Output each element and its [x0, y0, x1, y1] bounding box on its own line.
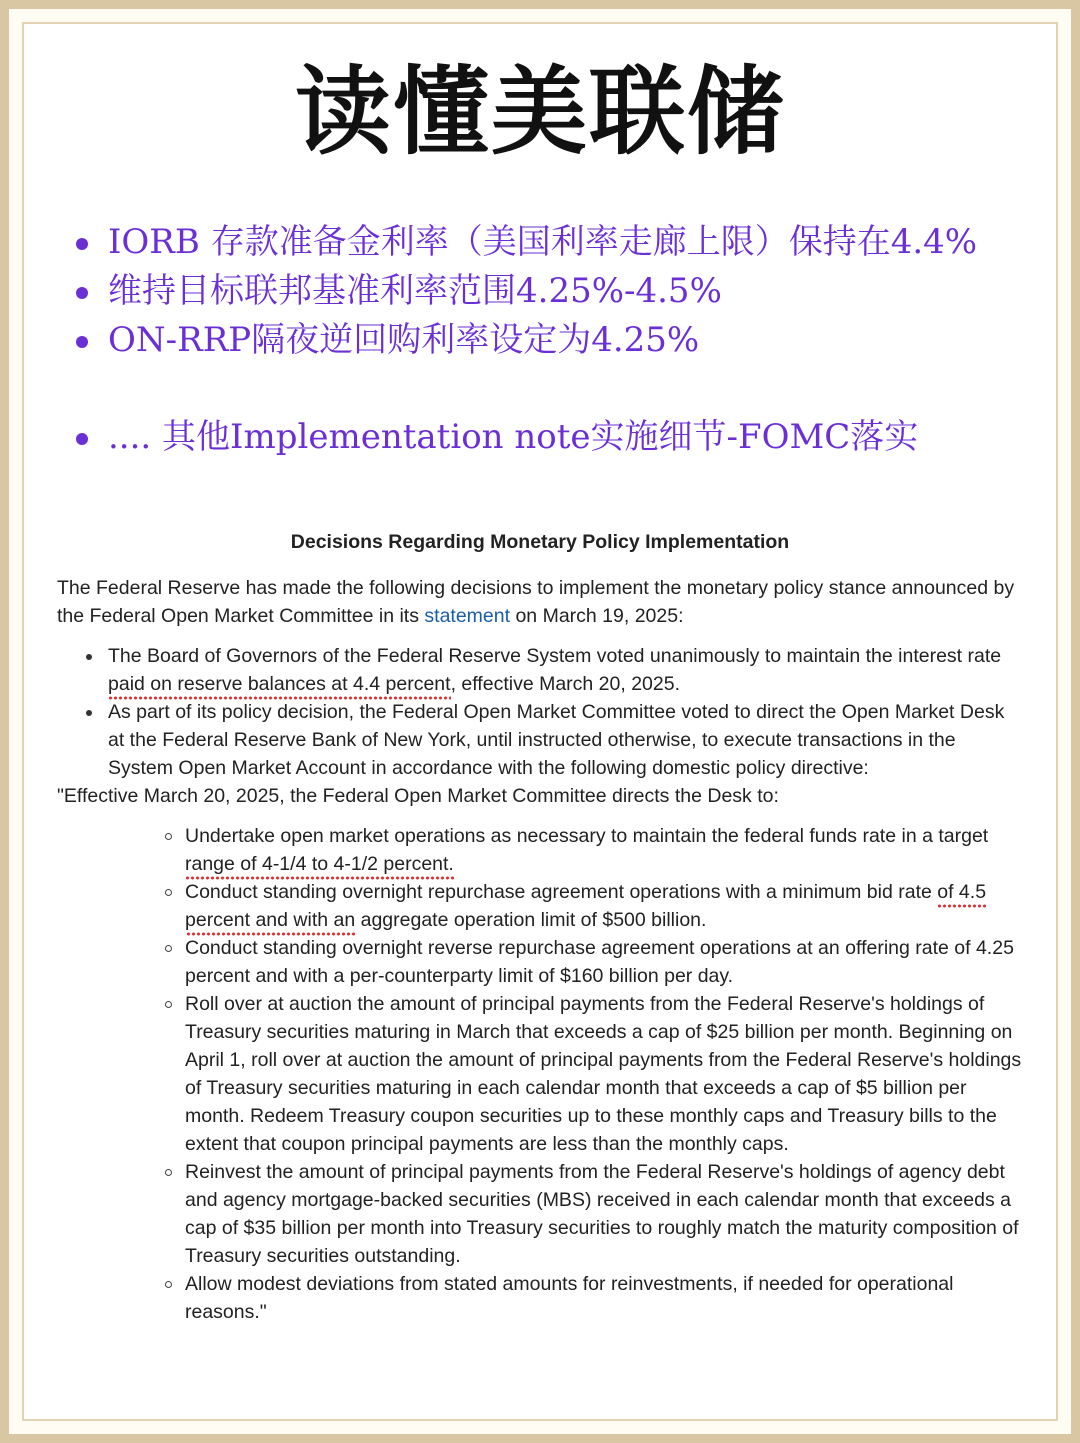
summary-item-on-rrp: ON-RRP隔夜逆回购利率设定为4.25%: [72, 316, 1022, 365]
intro-paragraph: [57, 574, 1023, 630]
summary-item-target-range: 维持目标联邦基准利率范围4.25%-4.5%: [72, 267, 1022, 316]
directive-item-reverse-repo: Conduct standing overnight reverse repurchase agreement operations at an offering rate of 4.25 percent and with a per-counterparty limit of $160 billion per day.: [185, 934, 1023, 990]
decision-item-iorb: [108, 642, 1023, 698]
directive-item-treasury-rollover: Roll over at auction the amount of principal payments from the Federal Reserve's holdings of Treasury securities maturing in March that exceeds a cap of $25 billion per month. Beginning on April 1, roll over at auction the amount of principal payments from the Federal Reserve's holdings of Treasury securities maturing in each calendar month that exceeds a cap of $5 billion per month. Redeem Treasury coupon securities up to these monthly caps and Treasury bills to the extent that coupon principal payments are less than the monthly caps.: [185, 990, 1023, 1158]
directive-item-repo: [185, 878, 1023, 934]
intro-text: The Federal Reserve has made the following decisions to implement the monetary policy stance announced by the Federal Open Market Committee in its: [57, 577, 1015, 627]
directive-text: Undertake open market operations as necessary to maintain the federal funds rate in a target: [185, 825, 989, 847]
directive-intro: "Effective March 20, 2025, the Federal Open Market Committee directs the Desk to:: [57, 785, 779, 807]
directive-item-fed-funds: [185, 822, 1023, 878]
highlight-target-range: range of 4-1/4 to 4-1/2 percent.: [185, 853, 454, 880]
page-title: 读懂美联储: [295, 55, 785, 168]
directive-list: [57, 822, 1023, 1326]
decision-text: The Board of Governors of the Federal Reserve System voted unanimously to maintain the interest rate: [108, 645, 1002, 667]
directive-text-end: aggregate operation limit of $500 billion.: [355, 909, 707, 931]
intro-date-text: on March 19, 2025:: [510, 605, 684, 627]
summary-item-other: .... 其他Implementation note实施细节-FOMC落实: [72, 413, 1022, 462]
directive-text: Conduct standing overnight repurchase agreement operations with a minimum bid rate: [185, 881, 938, 903]
directive-item-deviations: Allow modest deviations from stated amounts for reinvestments, if needed for operational reasons.": [185, 1270, 1023, 1326]
directive-item-mbs-reinvest: Reinvest the amount of principal payments from the Federal Reserve's holdings of agency debt and agency mortgage-backed securities (MBS) received in each calendar month that exceeds a cap of $35 billion per month into Treasury securities to roughly match the maturity composition of Treasury securities outstanding.: [185, 1158, 1023, 1270]
decision-list: [57, 642, 1023, 782]
statement-link[interactable]: statement: [424, 605, 511, 627]
highlight-iorb: paid on reserve balances at 4.4 percent: [108, 673, 451, 700]
highlight-min-bid-rate: of 4.5 percent and with an: [185, 881, 986, 936]
policy-document: [57, 528, 1023, 1326]
summary-item-iorb: IORB 存款准备金利率（美国利率走廊上限）保持在4.4%: [72, 218, 1022, 267]
summary-list: [72, 218, 1022, 462]
document-heading: Decisions Regarding Monetary Policy Implementation: [290, 531, 790, 553]
decision-text-end: , effective March 20, 2025.: [450, 673, 681, 695]
decision-item-fomc: As part of its policy decision, the Federal Open Market Committee voted to direct the Open Market Desk at the Federal Reserve Bank of New York, until instructed otherwise, to execute transactions in the System Open Market Account in accordance with the following domestic policy directive:: [108, 698, 1023, 782]
